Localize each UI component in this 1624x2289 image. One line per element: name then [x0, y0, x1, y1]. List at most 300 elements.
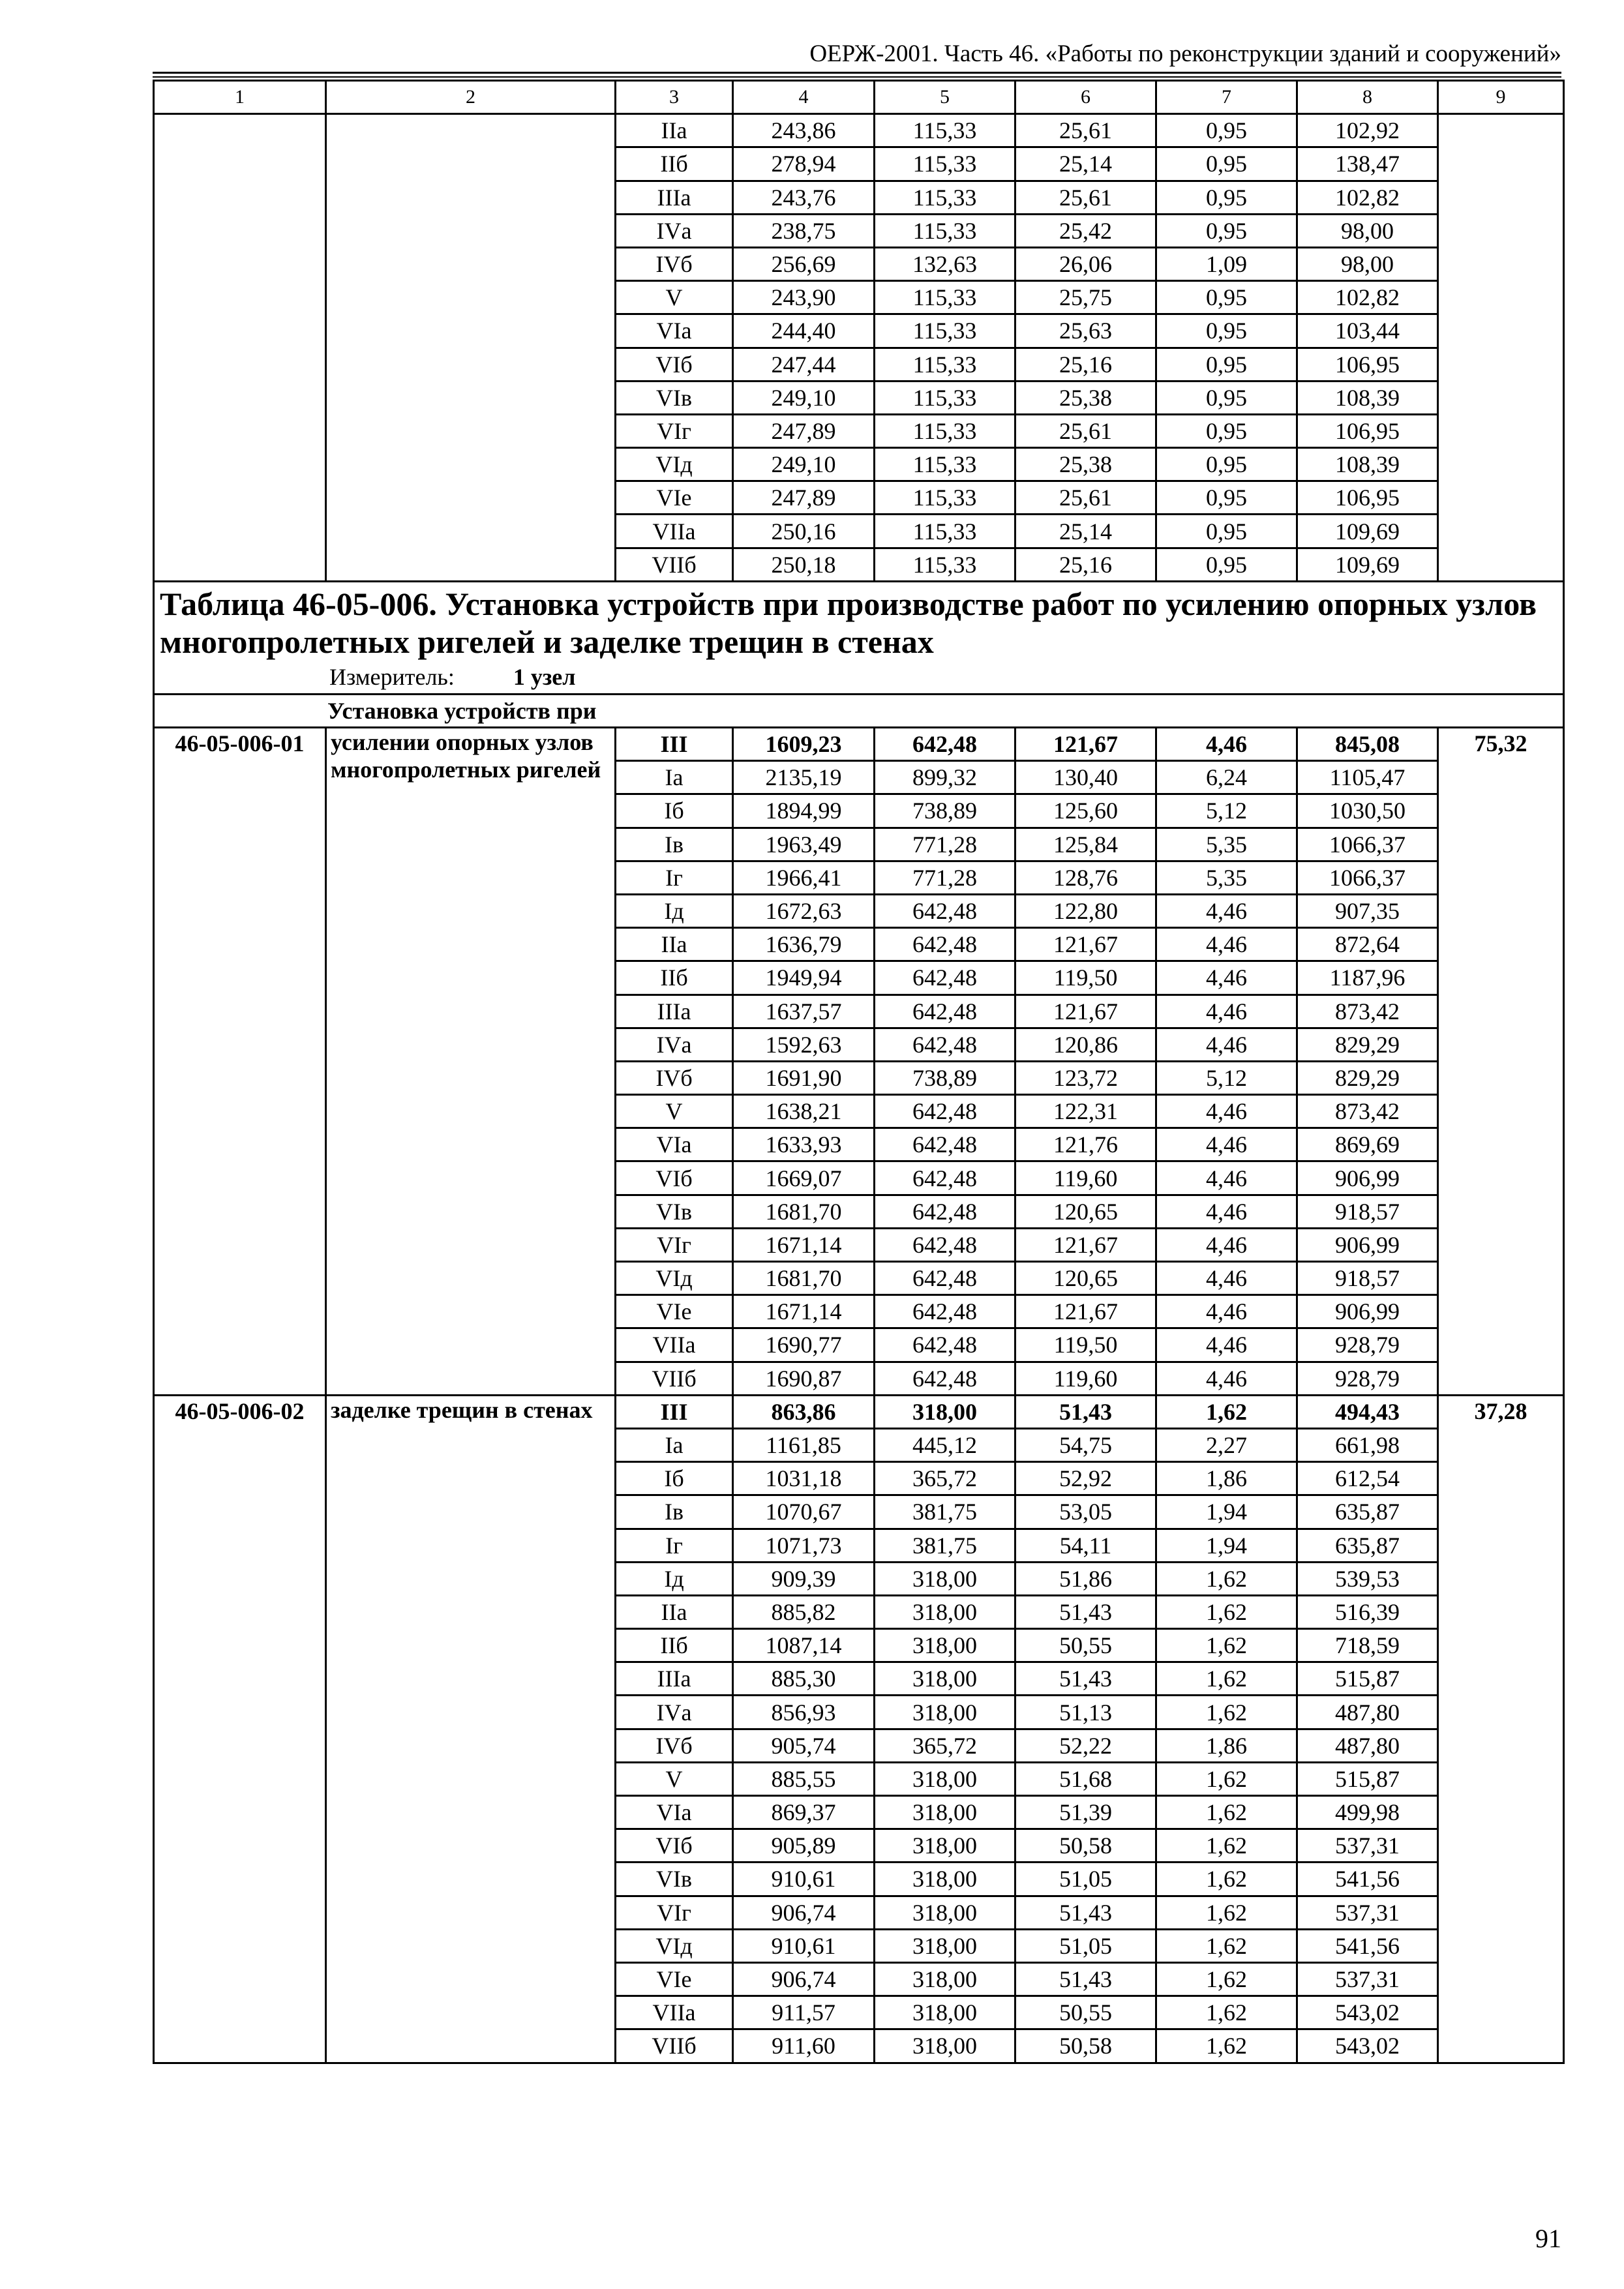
materials-cell: 108,39 [1297, 448, 1438, 481]
machines-cell: 121,67 [1015, 1228, 1156, 1261]
total-cost-cell: 2135,19 [733, 761, 875, 794]
code-cell: 46-05-006-01 [154, 728, 326, 1396]
price-zone-cell: VIб [616, 1161, 733, 1195]
wages-cell: 132,63 [875, 247, 1015, 280]
wages-cell: 318,00 [875, 1662, 1015, 1696]
price-zone-cell: Iд [616, 894, 733, 927]
machinist-wages-cell: 4,46 [1156, 728, 1297, 761]
machines-cell: 52,92 [1015, 1462, 1156, 1495]
machinist-wages-cell: 5,12 [1156, 1061, 1297, 1094]
price-zone-cell: IIIа [616, 995, 733, 1028]
price-zone-cell: IIIа [616, 1662, 733, 1696]
materials-cell: 516,39 [1297, 1595, 1438, 1628]
column-number-cell: 8 [1297, 81, 1438, 114]
total-cost-cell: 249,10 [733, 448, 875, 481]
machinist-wages-cell: 0,95 [1156, 114, 1297, 147]
total-cost-cell: 1894,99 [733, 794, 875, 828]
total-cost-cell: 905,74 [733, 1729, 875, 1762]
wages-cell: 445,12 [875, 1428, 1015, 1461]
wages-cell: 115,33 [875, 381, 1015, 414]
price-zone-cell: VIд [616, 448, 733, 481]
wages-cell: 318,00 [875, 1996, 1015, 2029]
materials-cell: 906,99 [1297, 1161, 1438, 1195]
total-cost-cell: 1031,18 [733, 1462, 875, 1495]
wages-cell: 115,33 [875, 515, 1015, 548]
machinist-wages-cell: 4,46 [1156, 1328, 1297, 1362]
wages-cell: 115,33 [875, 348, 1015, 381]
wages-cell: 642,48 [875, 1228, 1015, 1261]
price-zone-cell: III [616, 1395, 733, 1428]
price-zone-cell: VIе [616, 1295, 733, 1328]
price-zone-cell: IVб [616, 1729, 733, 1762]
machines-cell: 128,76 [1015, 861, 1156, 894]
wages-cell: 771,28 [875, 828, 1015, 861]
materials-cell: 1066,37 [1297, 828, 1438, 861]
wages-cell: 642,48 [875, 1028, 1015, 1061]
materials-cell: 612,54 [1297, 1462, 1438, 1495]
total-cost-cell: 256,69 [733, 247, 875, 280]
machinist-wages-cell: 0,95 [1156, 147, 1297, 181]
materials-cell: 928,79 [1297, 1328, 1438, 1362]
machinist-wages-cell: 1,62 [1156, 1929, 1297, 1962]
machinist-wages-cell: 4,46 [1156, 1295, 1297, 1328]
subheading-row [154, 694, 1564, 727]
machines-cell: 54,11 [1015, 1529, 1156, 1562]
machines-cell: 51,43 [1015, 1595, 1156, 1628]
machinist-wages-cell: 1,94 [1156, 1529, 1297, 1562]
total-cost-cell: 911,57 [733, 1996, 875, 2029]
table-title-row [154, 581, 1564, 694]
machines-cell: 121,76 [1015, 1128, 1156, 1161]
total-cost-cell: 243,76 [733, 181, 875, 214]
wages-cell: 642,48 [875, 1095, 1015, 1128]
materials-cell: 539,53 [1297, 1562, 1438, 1595]
machines-cell: 120,86 [1015, 1028, 1156, 1061]
materials-cell: 543,02 [1297, 2029, 1438, 2063]
machinist-wages-cell: 4,46 [1156, 894, 1297, 927]
total-cost-cell: 1161,85 [733, 1428, 875, 1461]
machinist-wages-cell: 1,86 [1156, 1462, 1297, 1495]
machines-cell: 121,67 [1015, 728, 1156, 761]
total-cost-cell: 1070,67 [733, 1495, 875, 1529]
price-zone-cell: VIа [616, 1796, 733, 1829]
machinist-wages-cell: 1,62 [1156, 1962, 1297, 1996]
wages-cell: 642,48 [875, 894, 1015, 927]
wages-cell: 365,72 [875, 1729, 1015, 1762]
column-number-cell: 2 [326, 81, 616, 114]
wages-cell: 642,48 [875, 928, 1015, 961]
price-zone-cell: VIIа [616, 1328, 733, 1362]
table-title: Таблица 46-05-006. Установка устройств при производстве работ по усилению опорных узлов многопролетных ригелей и заделке трещин в стенах [160, 585, 1537, 660]
total-cost-cell: 244,40 [733, 314, 875, 348]
machines-cell: 51,43 [1015, 1662, 1156, 1696]
total-cost-cell: 1638,21 [733, 1095, 875, 1128]
machinist-wages-cell: 1,94 [1156, 1495, 1297, 1529]
price-zone-cell: Iа [616, 761, 733, 794]
machinist-wages-cell: 0,95 [1156, 381, 1297, 414]
price-zone-cell: V [616, 1095, 733, 1128]
machines-cell: 50,58 [1015, 2029, 1156, 2063]
total-cost-cell: 1087,14 [733, 1629, 875, 1662]
price-zone-cell: VIв [616, 381, 733, 414]
total-cost-cell: 1633,93 [733, 1128, 875, 1161]
measure-value: 1 узел [513, 663, 576, 690]
wages-cell: 115,33 [875, 181, 1015, 214]
wages-cell: 642,48 [875, 1161, 1015, 1195]
price-zone-cell: IIб [616, 1629, 733, 1662]
wages-cell: 318,00 [875, 1762, 1015, 1795]
column-number-cell: 1 [154, 81, 326, 114]
materials-cell: 108,39 [1297, 381, 1438, 414]
wages-cell: 642,48 [875, 1128, 1015, 1161]
machinist-wages-cell: 1,62 [1156, 1562, 1297, 1595]
code-cell: 46-05-006-02 [154, 1395, 326, 2063]
column-number-cell: 3 [616, 81, 733, 114]
wages-cell: 365,72 [875, 1462, 1015, 1495]
machinist-wages-cell: 1,62 [1156, 1796, 1297, 1829]
page-number: 91 [1535, 2224, 1561, 2253]
machines-cell: 25,75 [1015, 281, 1156, 314]
table-row [154, 114, 1564, 147]
total-cost-cell: 1669,07 [733, 1161, 875, 1195]
measure-label: Измеритель: [329, 663, 455, 690]
machines-cell: 51,43 [1015, 1896, 1156, 1929]
machines-cell: 26,06 [1015, 247, 1156, 280]
wages-cell: 642,48 [875, 1262, 1015, 1295]
machines-cell: 52,22 [1015, 1729, 1156, 1762]
materials-cell: 872,64 [1297, 928, 1438, 961]
machinist-wages-cell: 0,95 [1156, 448, 1297, 481]
machines-cell: 51,43 [1015, 1395, 1156, 1428]
total-cost-cell: 885,82 [733, 1595, 875, 1628]
machines-cell: 25,63 [1015, 314, 1156, 348]
wages-cell: 642,48 [875, 1195, 1015, 1228]
machines-cell: 54,75 [1015, 1428, 1156, 1461]
materials-cell: 106,95 [1297, 481, 1438, 515]
materials-cell: 928,79 [1297, 1362, 1438, 1395]
machines-cell: 119,60 [1015, 1362, 1156, 1395]
machinist-wages-cell: 1,62 [1156, 1595, 1297, 1628]
machines-cell: 25,16 [1015, 348, 1156, 381]
total-cost-cell: 1671,14 [733, 1295, 875, 1328]
machines-cell: 25,61 [1015, 481, 1156, 515]
machinist-wages-cell: 0,95 [1156, 348, 1297, 381]
machinist-wages-cell: 5,12 [1156, 794, 1297, 828]
price-zone-cell: Iд [616, 1562, 733, 1595]
price-zone-cell: IIа [616, 1595, 733, 1628]
machines-cell: 25,14 [1015, 147, 1156, 181]
materials-cell: 109,69 [1297, 515, 1438, 548]
total-cost-cell: 1690,87 [733, 1362, 875, 1395]
price-zone-cell: VIб [616, 348, 733, 381]
materials-cell: 103,44 [1297, 314, 1438, 348]
machinist-wages-cell: 4,46 [1156, 1161, 1297, 1195]
wages-cell: 318,00 [875, 1929, 1015, 1962]
wages-cell: 115,33 [875, 214, 1015, 247]
total-cost-cell: 1963,49 [733, 828, 875, 861]
total-cost-cell: 885,55 [733, 1762, 875, 1795]
description-cell: усилении опорных узлов многопролетных ригелей [326, 728, 616, 1396]
materials-cell: 98,00 [1297, 214, 1438, 247]
price-zone-cell: VIIб [616, 2029, 733, 2063]
total-cost-cell: 910,61 [733, 1863, 875, 1896]
machinist-wages-cell: 4,46 [1156, 1362, 1297, 1395]
machines-cell: 123,72 [1015, 1061, 1156, 1094]
wages-cell: 318,00 [875, 1595, 1015, 1628]
total-cost-cell: 249,10 [733, 381, 875, 414]
machinist-wages-cell: 5,35 [1156, 828, 1297, 861]
materials-cell: 102,82 [1297, 281, 1438, 314]
wages-cell: 642,48 [875, 1328, 1015, 1362]
materials-cell: 537,31 [1297, 1962, 1438, 1996]
machinist-wages-cell: 4,46 [1156, 1095, 1297, 1128]
wages-cell: 115,33 [875, 481, 1015, 515]
machines-cell: 51,05 [1015, 1929, 1156, 1962]
total-cost-cell: 1966,41 [733, 861, 875, 894]
machinist-wages-cell: 1,62 [1156, 1996, 1297, 2029]
wages-cell: 738,89 [875, 1061, 1015, 1094]
price-zone-cell: VIд [616, 1929, 733, 1962]
table-row [154, 728, 1564, 761]
price-zone-cell: VIа [616, 314, 733, 348]
total-cost-cell: 1071,73 [733, 1529, 875, 1562]
total-cost-cell: 906,74 [733, 1962, 875, 1996]
machinist-wages-cell: 2,27 [1156, 1428, 1297, 1461]
column-number-cell: 4 [733, 81, 875, 114]
machines-cell: 25,38 [1015, 448, 1156, 481]
machines-cell: 122,80 [1015, 894, 1156, 927]
column-number-row [154, 81, 1564, 114]
machinist-wages-cell: 1,86 [1156, 1729, 1297, 1762]
total-cost-cell: 243,86 [733, 114, 875, 147]
price-zone-cell: IVб [616, 247, 733, 280]
machines-cell: 25,61 [1015, 181, 1156, 214]
materials-cell: 109,69 [1297, 548, 1438, 581]
price-zone-cell: VIIб [616, 548, 733, 581]
materials-cell: 541,56 [1297, 1929, 1438, 1962]
wages-cell: 318,00 [875, 1395, 1015, 1428]
column-number-cell: 6 [1015, 81, 1156, 114]
price-zone-cell: VIе [616, 481, 733, 515]
machinist-wages-cell: 4,46 [1156, 1228, 1297, 1261]
total-cost-cell: 1949,94 [733, 961, 875, 995]
materials-cell: 845,08 [1297, 728, 1438, 761]
materials-cell: 873,42 [1297, 1095, 1438, 1128]
machines-cell: 50,55 [1015, 1629, 1156, 1662]
materials-cell: 515,87 [1297, 1662, 1438, 1696]
machinist-wages-cell: 0,95 [1156, 314, 1297, 348]
column-number-cell: 9 [1438, 81, 1564, 114]
machinist-wages-cell: 0,95 [1156, 548, 1297, 581]
machines-cell: 51,43 [1015, 1962, 1156, 1996]
total-cost-cell: 247,89 [733, 414, 875, 447]
total-cost-cell: 906,74 [733, 1896, 875, 1929]
price-zone-cell: Iв [616, 828, 733, 861]
machinist-wages-cell: 0,95 [1156, 414, 1297, 447]
total-cost-cell: 1681,70 [733, 1195, 875, 1228]
machinist-wages-cell: 0,95 [1156, 481, 1297, 515]
price-zone-cell: Iб [616, 794, 733, 828]
extra-cell: 75,32 [1438, 728, 1564, 1396]
price-zone-cell: IVа [616, 214, 733, 247]
machinist-wages-cell: 1,62 [1156, 1696, 1297, 1729]
machines-cell: 25,42 [1015, 214, 1156, 247]
wages-cell: 381,75 [875, 1495, 1015, 1529]
wages-cell: 115,33 [875, 414, 1015, 447]
measure-line [160, 661, 1557, 693]
price-zone-cell: VIIа [616, 515, 733, 548]
price-zone-cell: VIIб [616, 1362, 733, 1395]
total-cost-cell: 278,94 [733, 147, 875, 181]
price-zone-cell: IIа [616, 928, 733, 961]
machines-cell: 122,31 [1015, 1095, 1156, 1128]
wages-cell: 642,48 [875, 728, 1015, 761]
total-cost-cell: 250,18 [733, 548, 875, 581]
header-rule [153, 72, 1561, 74]
wages-cell: 318,00 [875, 1562, 1015, 1595]
price-zone-cell: IIIа [616, 181, 733, 214]
price-zone-cell: IVа [616, 1696, 733, 1729]
wages-cell: 318,00 [875, 1962, 1015, 1996]
materials-cell: 718,59 [1297, 1629, 1438, 1662]
machinist-wages-cell: 4,46 [1156, 1262, 1297, 1295]
total-cost-cell: 1671,14 [733, 1228, 875, 1261]
machinist-wages-cell: 0,95 [1156, 214, 1297, 247]
machinist-wages-cell: 4,46 [1156, 1128, 1297, 1161]
price-zone-cell: VIб [616, 1829, 733, 1863]
wages-cell: 642,48 [875, 961, 1015, 995]
total-cost-cell: 885,30 [733, 1662, 875, 1696]
machines-cell: 51,13 [1015, 1696, 1156, 1729]
wages-cell: 381,75 [875, 1529, 1015, 1562]
materials-cell: 1030,50 [1297, 794, 1438, 828]
machines-cell: 25,14 [1015, 515, 1156, 548]
materials-cell: 907,35 [1297, 894, 1438, 927]
materials-cell: 537,31 [1297, 1896, 1438, 1929]
materials-cell: 487,80 [1297, 1729, 1438, 1762]
machines-cell: 50,58 [1015, 1829, 1156, 1863]
total-cost-cell: 1636,79 [733, 928, 875, 961]
description-cell [326, 114, 616, 582]
machines-cell: 121,67 [1015, 995, 1156, 1028]
wages-cell: 115,33 [875, 281, 1015, 314]
total-cost-cell: 1691,90 [733, 1061, 875, 1094]
wages-cell: 115,33 [875, 114, 1015, 147]
wages-cell: 115,33 [875, 314, 1015, 348]
materials-cell: 98,00 [1297, 247, 1438, 280]
machinist-wages-cell: 5,35 [1156, 861, 1297, 894]
total-cost-cell: 1609,23 [733, 728, 875, 761]
materials-cell: 829,29 [1297, 1028, 1438, 1061]
total-cost-cell: 243,90 [733, 281, 875, 314]
table-title-cell [154, 581, 1564, 694]
materials-cell: 635,87 [1297, 1529, 1438, 1562]
wages-cell: 318,00 [875, 1896, 1015, 1929]
materials-cell: 106,95 [1297, 414, 1438, 447]
machinist-wages-cell: 1,62 [1156, 1863, 1297, 1896]
price-zone-cell: IIб [616, 961, 733, 995]
wages-cell: 738,89 [875, 794, 1015, 828]
machines-cell: 51,05 [1015, 1863, 1156, 1896]
machines-cell: 125,60 [1015, 794, 1156, 828]
machinist-wages-cell: 6,24 [1156, 761, 1297, 794]
machinist-wages-cell: 4,46 [1156, 995, 1297, 1028]
machinist-wages-cell: 1,62 [1156, 1896, 1297, 1929]
materials-cell: 829,29 [1297, 1061, 1438, 1094]
price-zone-cell: VIг [616, 1228, 733, 1261]
subheading-cell: Установка устройств при [154, 694, 1564, 727]
machinist-wages-cell: 1,62 [1156, 1829, 1297, 1863]
price-zone-cell: Iв [616, 1495, 733, 1529]
total-cost-cell: 909,39 [733, 1562, 875, 1595]
price-zone-cell: VIа [616, 1128, 733, 1161]
price-zone-cell: VIв [616, 1863, 733, 1896]
price-zone-cell: VIе [616, 1962, 733, 1996]
wages-cell: 115,33 [875, 147, 1015, 181]
price-zone-cell: VIг [616, 414, 733, 447]
total-cost-cell: 247,89 [733, 481, 875, 515]
machinist-wages-cell: 1,62 [1156, 1662, 1297, 1696]
materials-cell: 515,87 [1297, 1762, 1438, 1795]
machinist-wages-cell: 1,62 [1156, 2029, 1297, 2063]
wages-cell: 318,00 [875, 1629, 1015, 1662]
column-number-cell: 7 [1156, 81, 1297, 114]
total-cost-cell: 1637,57 [733, 995, 875, 1028]
price-zone-cell: IIа [616, 114, 733, 147]
total-cost-cell: 1672,63 [733, 894, 875, 927]
total-cost-cell: 1690,77 [733, 1328, 875, 1362]
materials-cell: 1105,47 [1297, 761, 1438, 794]
materials-cell: 102,92 [1297, 114, 1438, 147]
total-cost-cell: 238,75 [733, 214, 875, 247]
materials-cell: 543,02 [1297, 1996, 1438, 2029]
machines-cell: 119,50 [1015, 1328, 1156, 1362]
price-zone-cell: VIд [616, 1262, 733, 1295]
machinist-wages-cell: 1,62 [1156, 1762, 1297, 1795]
materials-cell: 138,47 [1297, 147, 1438, 181]
machines-cell: 25,16 [1015, 548, 1156, 581]
price-zone-cell: V [616, 1762, 733, 1795]
machines-cell: 119,60 [1015, 1161, 1156, 1195]
description-cell: заделке трещин в стенах [326, 1395, 616, 2063]
extra-cell [1438, 114, 1564, 582]
materials-cell: 918,57 [1297, 1195, 1438, 1228]
materials-cell: 873,42 [1297, 995, 1438, 1028]
machines-cell: 25,61 [1015, 114, 1156, 147]
wages-cell: 642,48 [875, 1362, 1015, 1395]
machines-cell: 120,65 [1015, 1262, 1156, 1295]
materials-cell: 661,98 [1297, 1428, 1438, 1461]
price-zone-cell: Iа [616, 1428, 733, 1461]
machines-cell: 121,67 [1015, 928, 1156, 961]
materials-cell: 1066,37 [1297, 861, 1438, 894]
price-zone-cell: IIб [616, 147, 733, 181]
machines-cell: 51,86 [1015, 1562, 1156, 1595]
price-zone-cell: Iг [616, 1529, 733, 1562]
machines-cell: 25,61 [1015, 414, 1156, 447]
total-cost-cell: 905,89 [733, 1829, 875, 1863]
total-cost-cell: 911,60 [733, 2029, 875, 2063]
total-cost-cell: 856,93 [733, 1696, 875, 1729]
wages-cell: 115,33 [875, 448, 1015, 481]
machines-cell: 25,38 [1015, 381, 1156, 414]
machines-cell: 50,55 [1015, 1996, 1156, 2029]
price-zone-cell: Iб [616, 1462, 733, 1495]
wages-cell: 318,00 [875, 1696, 1015, 1729]
machinist-wages-cell: 1,09 [1156, 247, 1297, 280]
materials-cell: 541,56 [1297, 1863, 1438, 1896]
wages-cell: 318,00 [875, 1863, 1015, 1896]
